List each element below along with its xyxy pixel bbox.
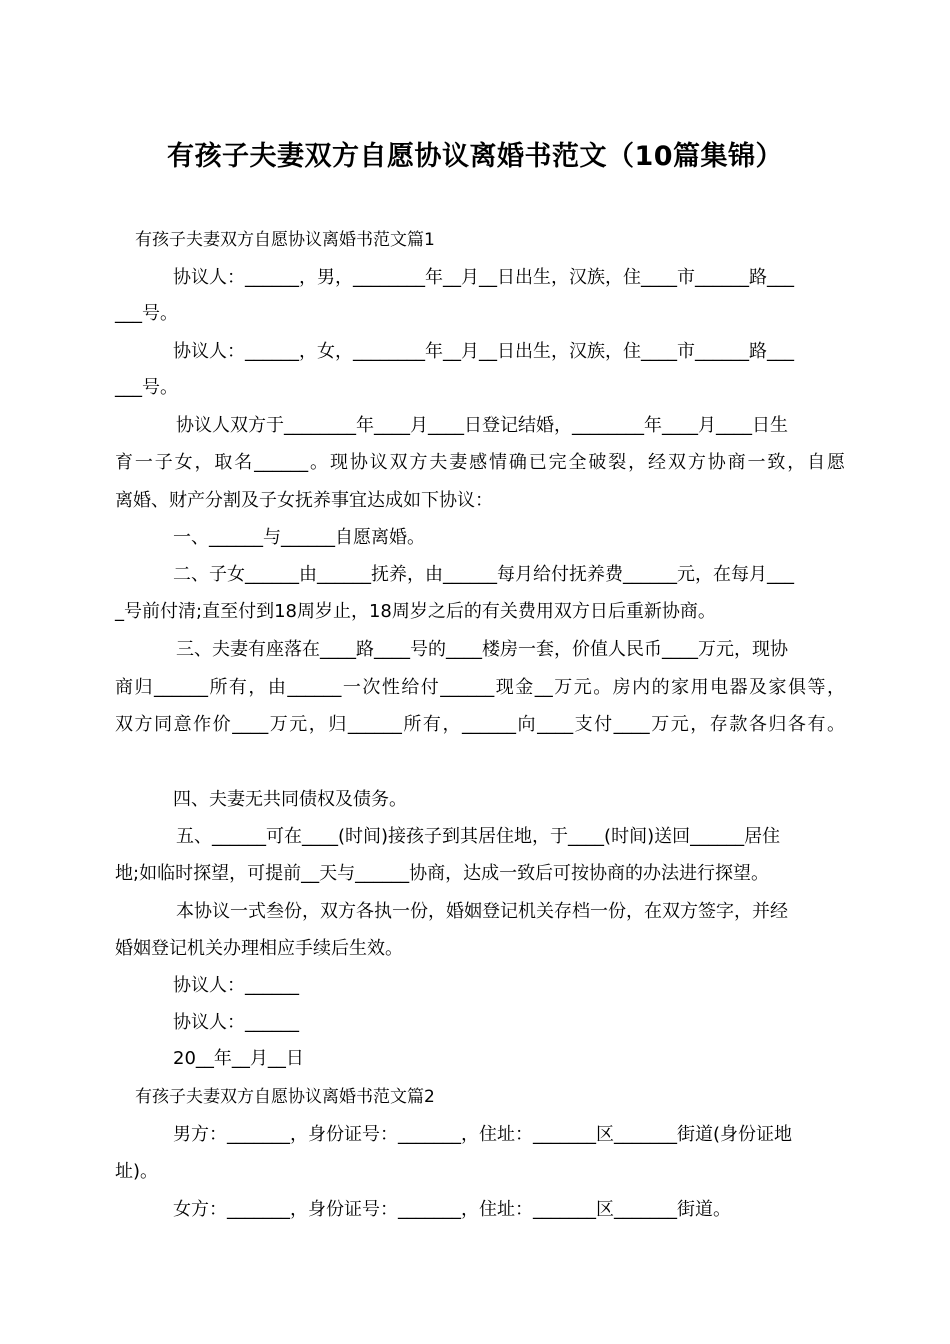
clause-3-line1: 三、夫妻有座落在____路____号的____楼房一套，价值人民币____万元，现协 [176, 639, 788, 660]
section-heading-1: 有孩子夫妻双方自愿协议离婚书范文篇1 [135, 230, 435, 250]
party1-line2: ___号。 [115, 303, 178, 324]
clause-2-line1: 二、子女______由______抚养，由______每月给付抚养费______元，在每月___ [173, 564, 794, 585]
intro-line3: 离婚、财产分割及子女抚养事宜达成如下协议： [115, 490, 493, 511]
intro-line2: 育一子女，取名______。现协议双方夫妻感情确已完全破裂，经双方协商一致，自愿 [115, 452, 845, 473]
male-line2: 址)。 [115, 1161, 159, 1182]
party2-line2: ___号。 [115, 377, 178, 398]
closing-line1: 本协议一式叁份，双方各执一份，婚姻登记机关存档一份，在双方签字，并经 [176, 901, 788, 922]
document-title: 有孩子夫妻双方自愿协议离婚书范文（10篇集锦） [166, 141, 784, 172]
clause-4: 四、夫妻无共同债权及债务。 [173, 789, 407, 810]
clause-1: 一、______与______自愿离婚。 [173, 527, 425, 548]
clause-3-line3: 双方同意作价____万元，归______所有，______向____支付____万元，存款各归各有。 [115, 714, 845, 735]
party2-line1: 协议人：______，女，________年__月__日出生，汉族，住____市______路___ [173, 341, 794, 362]
clause-3-line2: 商归______所有，由______一次性给付______现金__万元。房内的家用电器及家俱等， [115, 677, 845, 698]
party1-line1: 协议人：______，男，________年__月__日出生，汉族，住____市______路___ [173, 267, 794, 288]
clause-5-line2: 地;如临时探望，可提前__天与______协商，达成一致后可按协商的办法进行探望。 [115, 863, 770, 884]
signature-date: 20__年__月__日 [173, 1048, 304, 1069]
intro-line1: 协议人双方于________年____月____日登记结婚，________年____月____日生 [176, 415, 788, 436]
male-line1: 男方：_______，身份证号：_______，住址：_______区_______街道(身份证地 [173, 1124, 793, 1145]
signature-party1: 协议人：______ [173, 975, 299, 996]
signature-party2: 协议人：______ [173, 1012, 299, 1033]
clause-2-line2: _号前付清;直至付到18周岁止，18周岁之后的有关费用双方日后重新协商。 [115, 601, 716, 622]
female-line1: 女方：_______，身份证号：_______，住址：_______区_______街道。 [173, 1199, 731, 1220]
section-heading-2: 有孩子夫妻双方自愿协议离婚书范文篇2 [135, 1087, 435, 1107]
closing-line2: 婚姻登记机关办理相应手续后生效。 [115, 938, 403, 959]
clause-5-line1: 五、______可在____(时间)接孩子到其居住地，于____(时间)送回______居住 [176, 826, 781, 847]
